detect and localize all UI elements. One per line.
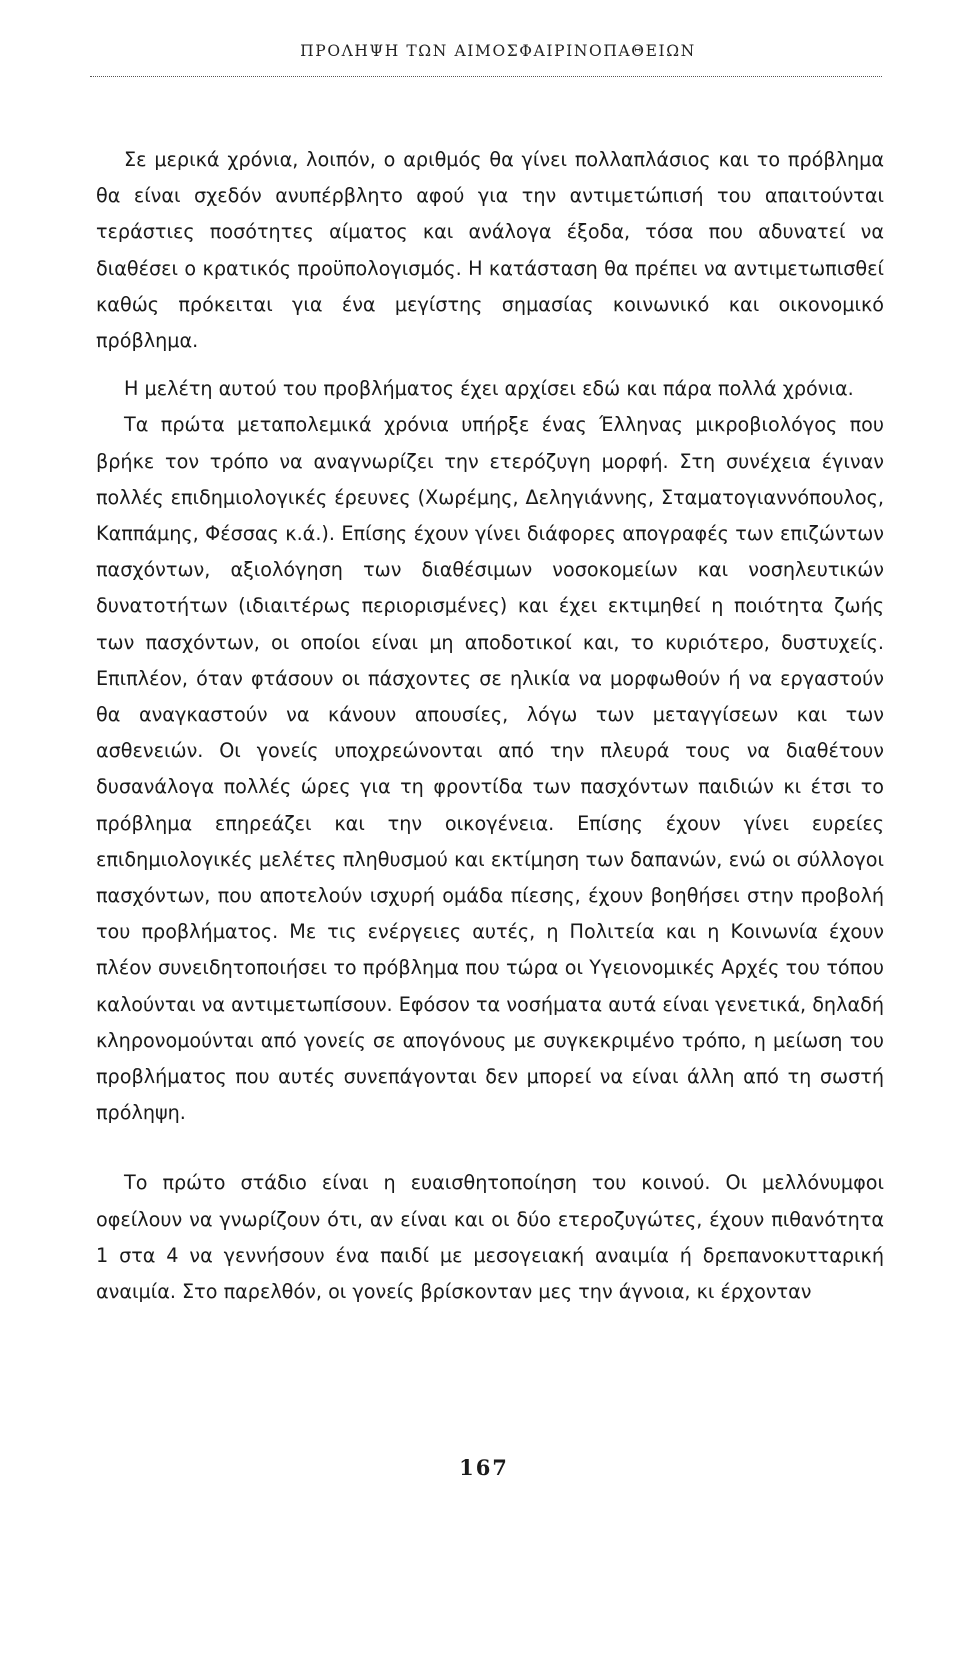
paragraph-2: Η μελέτη αυτού του προβλήματος έχει αρχίσει εδώ και πάρα πολλά χρόνια. — [124, 377, 854, 401]
running-header: ΠΡΟΛΗΨΗ ΤΩΝ ΑΙΜΟΣΦΑΙΡΙΝΟΠΑΘΕΙΩΝ — [300, 42, 696, 60]
header-divider — [90, 76, 882, 77]
page-body — [96, 142, 884, 1310]
paragraph-1: Σε μερικά χρόνια, λοιπόν, ο αριθμός θα γίνει πολλαπλάσιος και το πρόβλημα θα είναι σχεδόν ανυπέρβλητο αφού για την αντιμετώπισή του απαιτούνται τεράστιες ποσότητες αίματος και ανάλογα έξοδα, τόσα που αδυνατεί να διαθέσει ο κρατικός προϋπολογισμός. Η κατάσταση θα πρέπει να αντιμετωπισθεί καθώς πρόκειται για ένα μεγίστης σημασίας κοινωνικό και οικονομικό πρόβλημα. — [96, 148, 884, 353]
page-number: 167 — [459, 1455, 509, 1480]
paragraph-4: Το πρώτο στάδιο είναι η ευαισθητοποίηση του κοινού. Οι μελλόνυμφοι οφείλουν να γνωρίζουν ότι, αν είναι και οι δύο ετεροζυγώτες, έχουν πιθανότητα 1 στα 4 να γεννήσουν ένα παιδί με μεσογειακή αναιμία ή δρεπανοκυτταρική αναιμία. Στο παρελθόν, οι γονείς βρίσκονταν μες την άγνοια, κι έρχονταν — [96, 1171, 884, 1304]
paragraph-3: Τα πρώτα μεταπολεμικά χρόνια υπήρξε ένας Έλληνας μικροβιολόγος που βρήκε τον τρόπο να αναγνωρίζει την ετερόζυγη μορφή. Στη συνέχεια έγιναν πολλές επιδημιολογικές έρευνες (Χωρέμης, Δεληγιάννης, Σταματογιαννόπουλος, Καππάμης, Φέσσας κ.ά.). Επίσης έχουν γίνει διάφορες απογραφές των επιζώντων πασχόντων, αξιολόγηση των διαθέσιμων νοσοκομείων και νοσηλευτικών δυνατοτήτων (ιδιαιτέρως περιορισμένες) και έχει εκτιμηθεί η ποιότητα ζωής των πασχόντων, οι οποίοι είναι μη αποδοτικοί και, το κυριότερο, δυστυχείς. Επιπλέον, όταν φτάσουν οι πάσχοντες σε ηλικία να μορφωθούν ή να εργαστούν θα αναγκαστούν να κάνουν απουσίες, λόγω των μεταγγίσεων και των ασθενειών. Οι γονείς υποχρεώνονται από την πλευρά τους να διαθέτουν δυσανάλογα πολλές ώρες για τη φροντίδα των πασχόντων παιδιών κι έτσι το πρόβλημα επηρεάζει και την οικογένεια. Επίσης έχουν γίνει ευρείες επιδημιολογικές μελέτες πληθυσμού και εκτίμηση των δαπανών, ενώ οι σύλλογοι πασχόντων, που αποτελούν ισχυρή ομάδα πίεσης, έχουν βοηθήσει στην προβολή του προβλήματος. Με τις ενέργειες αυτές, η Πολιτεία και η Κοινωνία έχουν πλέον συνειδητοποιήσει το πρόβλημα που τώρα οι Υγειονομικές Αρχές του τόπου καλούνται να αντιμετωπίσουν. Εφόσον τα νοσήματα αυτά είναι γενετικά, δηλαδή κληρονομούνται από γονείς σε απογόνους με συγκεκριμένο τρόπο, η μείωση του προβλήματος που αυτές συνεπάγονται δεν μπορεί να είναι άλλη από τη σωστή πρόληψη. — [96, 413, 884, 1125]
